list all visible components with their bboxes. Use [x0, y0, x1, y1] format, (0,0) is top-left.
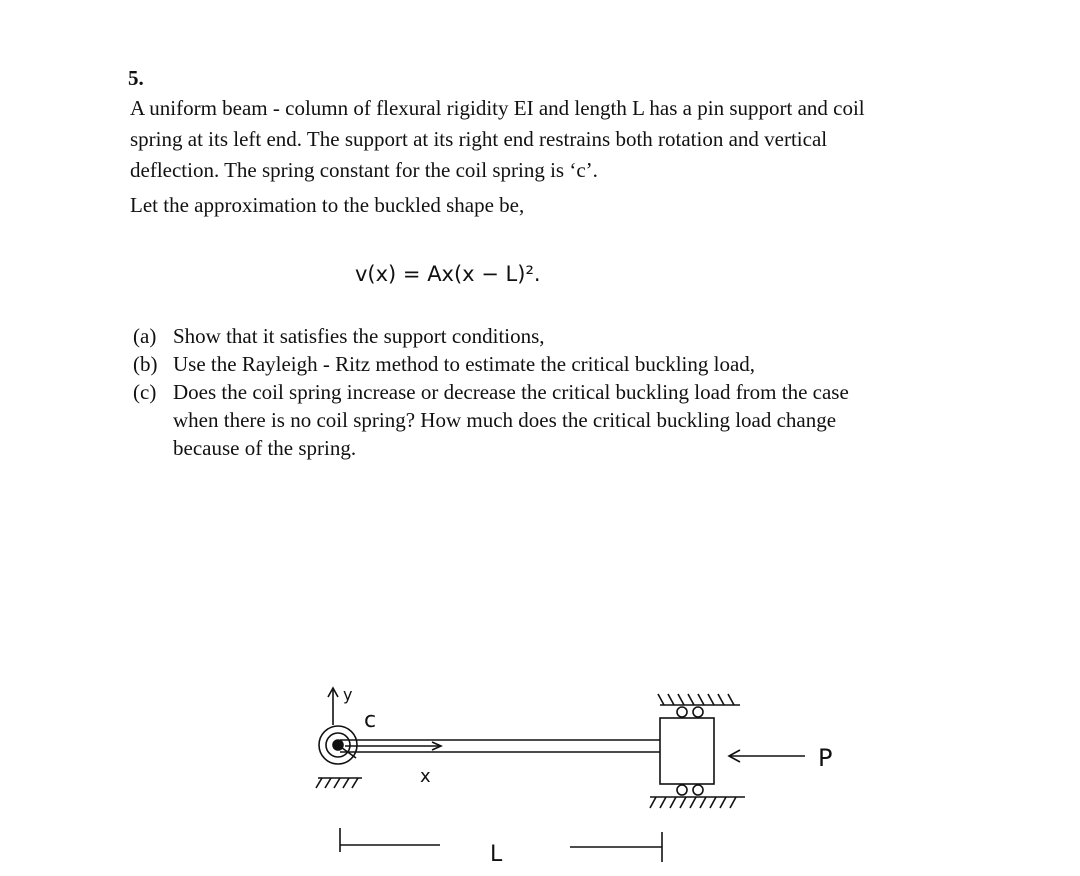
part-text: when there is no coil spring? How much does the critical buckling load change [173, 408, 837, 432]
bottom-roller [677, 785, 687, 795]
length-label: L [490, 842, 503, 867]
top-roller [677, 707, 687, 717]
part-text: Use the Rayleigh - Ritz method to estimate the critical buckling load, [173, 352, 756, 376]
shape-equation: v(x) = Ax(x − L)². [355, 262, 541, 286]
part-text: Show that it satisfies the support conditions, [173, 324, 545, 348]
part-text: because of the spring. [173, 436, 357, 460]
part-text: Does the coil spring increase or decrease the critical buckling load from the case [173, 380, 849, 404]
top-guide-hatch [658, 694, 734, 705]
bottom-guide-hatch [650, 797, 736, 808]
statement-line: A uniform beam - column of flexural rigidity EI and length L has a pin support and coil [130, 96, 865, 120]
pin-ground-hatch [316, 778, 358, 788]
part-label: (a) [133, 324, 157, 348]
y-axis-label: y [343, 685, 353, 704]
spring-constant-label: c [364, 708, 377, 733]
x-axis-label: x [420, 766, 431, 787]
lead-in-text: Let the approximation to the buckled shape be, [130, 193, 525, 217]
bottom-roller [693, 785, 703, 795]
part-label: (c) [133, 380, 157, 404]
statement-line: spring at its left end. The support at its right end restrains both rotation and vertical [130, 127, 828, 151]
statement-line: deflection. The spring constant for the coil spring is ‘c’. [130, 158, 598, 182]
top-roller [693, 707, 703, 717]
load-label: P [818, 744, 833, 772]
problem-number: 5. [128, 66, 144, 90]
part-label: (b) [133, 352, 158, 376]
right-support-block [660, 718, 714, 784]
